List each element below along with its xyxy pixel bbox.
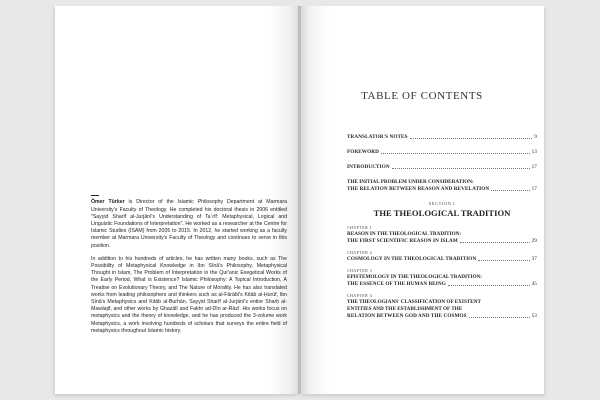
toc-entry-foreword	[347, 149, 537, 156]
toc-chapter-2	[347, 251, 537, 263]
toc-chapter-4	[347, 294, 537, 320]
table-of-contents	[347, 134, 537, 326]
toc-entry-translators-notes	[347, 134, 537, 141]
toc-leader	[469, 317, 530, 318]
toc-leader	[381, 153, 530, 154]
toc-page-number: 17	[531, 186, 537, 192]
bio-rule	[91, 195, 99, 196]
chapter-label: CHAPTER 1	[347, 226, 373, 230]
bio-paragraph-1: Ömer Türker is Director of the Islamic Philosophy Department at Marmara University's Faculty of Theology. He completed his doctoral thesis in 2006 entitled "Sayyid Sharīf al-Jurjānī's Understanding of Taʿrīf: Metaphysical, Logical and Linguistic Foundations of Interpretation". He worked as a researcher at the Centre for Islamic Studies (İSAM) from 2005 to 2015. In 2012, he started working as a faculty member at Marmara University's Faculty of Theology and continues to serve in this position.	[91, 199, 287, 249]
chapter-label: CHAPTER 3	[347, 269, 373, 273]
bio-author-name: Ömer Türker	[91, 199, 125, 206]
toc-entry-text: THE RELATION BETWEEN REASON AND REVELATION	[347, 186, 490, 192]
toc-leader	[410, 138, 533, 139]
toc-entry-initial-problem	[347, 179, 537, 193]
toc-entry-introduction	[347, 164, 537, 171]
bio-paragraph-2: In addition to his hundreds of articles, he has written many books, such as The Possibility of Metaphysical Knowledge in Ibn Sīnā's Philosophy, Metaphysical Thought in Islam, The Problem of Interpretation in the Qur'anic Exegetical Works of the Early Period, What is Existence? Islamic Philosophy: A Topical Introduction, A Treatise on Evolutionary Theory, and The Nature of Morality. He has also translated works from leading philosophers and thinkers such as al-Fārābī's Kitāb al-Ḥurūf, Ibn Sīnā's Metaphysics and Kitāb al-Burhān, Sayyid Sharīf al-Jurjānī's entire Sharḥ al-Mawāqif, and other works by Ghazālī and Fakhr ad-Dīn ar-Rāzī. His works focus on metaphysics and the theory of knowledge, and he has produced the 3-volume work Metaphysics, a work involving hundreds of scholars that surveys the entire field of metaphysics throughout Islamic history.	[91, 255, 287, 334]
toc-entry-text: RELATION BETWEEN GOD AND THE COSMOS	[347, 313, 467, 319]
author-bio	[91, 195, 287, 341]
toc-entry-text: THE THEOLOGIANS' CLASSIFICATION OF EXISTENT	[347, 299, 481, 305]
toc-page-number: 29	[531, 238, 537, 244]
toc-entry-text: REASON IN THE THEOLOGICAL TRADITION:	[347, 231, 462, 237]
toc-entry-text: TRANSLATOR'S NOTES	[347, 134, 408, 140]
toc-leader	[448, 285, 530, 286]
toc-leader	[460, 242, 530, 243]
toc-page-number: 37	[531, 256, 537, 262]
toc-leader	[491, 190, 529, 191]
toc-entry-text: INTRODUCTION	[347, 164, 390, 170]
toc-leader	[478, 260, 529, 261]
section-label: SECTION I	[428, 201, 456, 206]
book-gutter	[298, 6, 301, 394]
toc-entry-text: ENTITIES AND THE ESTABLISHMENT OF THE	[347, 306, 463, 312]
chapter-label: CHAPTER 4	[347, 294, 373, 298]
book-spread	[55, 6, 544, 394]
toc-page-number: 9	[534, 134, 537, 140]
section-title: THE THEOLOGICAL TRADITION	[373, 208, 511, 218]
toc-chapter-1	[347, 226, 537, 245]
toc-leader	[392, 168, 530, 169]
toc-page-number: 53	[531, 313, 537, 319]
toc-page-number: 13	[531, 149, 537, 155]
chapter-label: CHAPTER 2	[347, 251, 373, 255]
toc-entry-text: THE ESSENCE OF THE HUMAN BEING	[347, 281, 446, 287]
toc-entry-text: FOREWORD	[347, 149, 379, 155]
toc-page-number: 45	[531, 281, 537, 287]
toc-title: TABLE OF CONTENTS	[361, 90, 483, 102]
toc-entry-text: EPISTEMOLOGY IN THE THEOLOGICAL TRADITION:	[347, 274, 483, 280]
toc-chapter-3	[347, 269, 537, 288]
toc-entry-text: THE INITIAL PROBLEM UNDER CONSIDERATION:	[347, 179, 474, 185]
toc-entry-text: THE FIRST SCIENTIFIC REASON IN ISLAM	[347, 238, 458, 244]
toc-page-number: 17	[531, 164, 537, 170]
toc-entry-text: COSMOLOGY IN THE THEOLOGICAL TRADITION	[347, 256, 477, 262]
